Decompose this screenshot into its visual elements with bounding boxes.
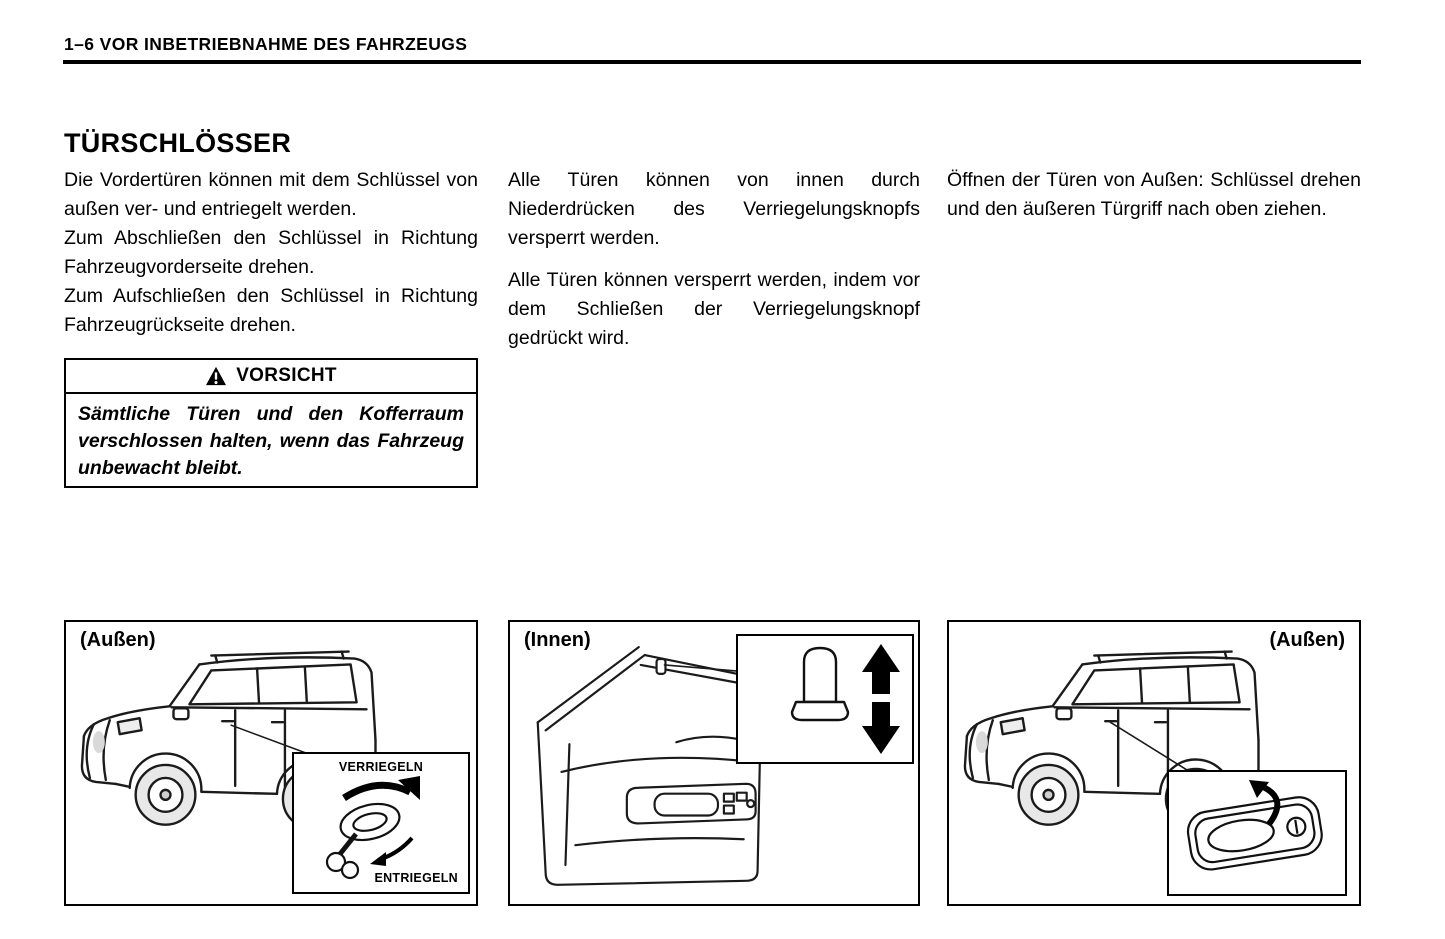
warning-icon: [205, 366, 227, 386]
paragraph: Öffnen der Türen von Außen: Schlüssel drehen und den äußeren Türgriff nach oben ziehen.: [947, 169, 1361, 220]
lock-knob: [657, 659, 666, 674]
lock-direction-label: VERRIEGELN: [338, 760, 424, 774]
section-title: TÜRSCHLÖSSER: [64, 128, 292, 158]
paragraph: Alle Türen können von innen durch Niederdrücken des Verriegelungsknopfs versperrt werden.: [508, 169, 920, 249]
figure-interior-lock: [508, 620, 920, 906]
paragraph: Die Vordertüren können mit dem Schlüssel von außen ver- und entriegelt werden.: [64, 169, 478, 220]
door-handle-inset: [1167, 770, 1347, 896]
paragraph: Alle Türen können versperrt werden, indem vor dem Schließen der Verriegelungsknopf gedrückt wird.: [508, 269, 920, 349]
warning-text: Sämtliche Türen und den Kofferraum verschlossen halten, wenn das Fahrzeug unbewacht bleibt.: [78, 403, 464, 479]
paragraph: Zum Abschließen den Schlüssel in Richtung Fahrzeugvorderseite drehen.: [64, 227, 478, 278]
up-arrow-icon: [862, 644, 900, 694]
unlock-arrow-icon: [370, 852, 386, 866]
warning-box: [64, 358, 478, 488]
lock-knob-illustration: [738, 636, 912, 762]
down-arrow-icon: [862, 702, 900, 754]
door-handle-illustration: [1169, 772, 1345, 894]
figure-label: (Außen): [1269, 629, 1345, 651]
paragraph: Zum Aufschließen den Schlüssel in Richtung Fahrzeugrückseite drehen.: [64, 285, 478, 336]
figure-label: (Außen): [80, 629, 156, 651]
page-header: 1–6 VOR INBETRIEBNAHME DES FAHRZEUGS: [64, 34, 468, 54]
text-column-3: [947, 166, 1361, 224]
lock-knob-inset: [736, 634, 914, 764]
warning-title: VORSICHT: [236, 365, 337, 386]
key-lock-inset: [292, 752, 470, 894]
figure-exterior-handle: [947, 620, 1361, 906]
warning-header: [66, 360, 476, 394]
figure-label: (Innen): [524, 629, 591, 651]
text-column-1: [64, 166, 478, 340]
unlock-direction-label: ENTRIEGELN: [374, 871, 458, 885]
figure-exterior-lock: [64, 620, 478, 906]
text-column-2: [508, 166, 920, 353]
header-rule: [63, 60, 1361, 64]
